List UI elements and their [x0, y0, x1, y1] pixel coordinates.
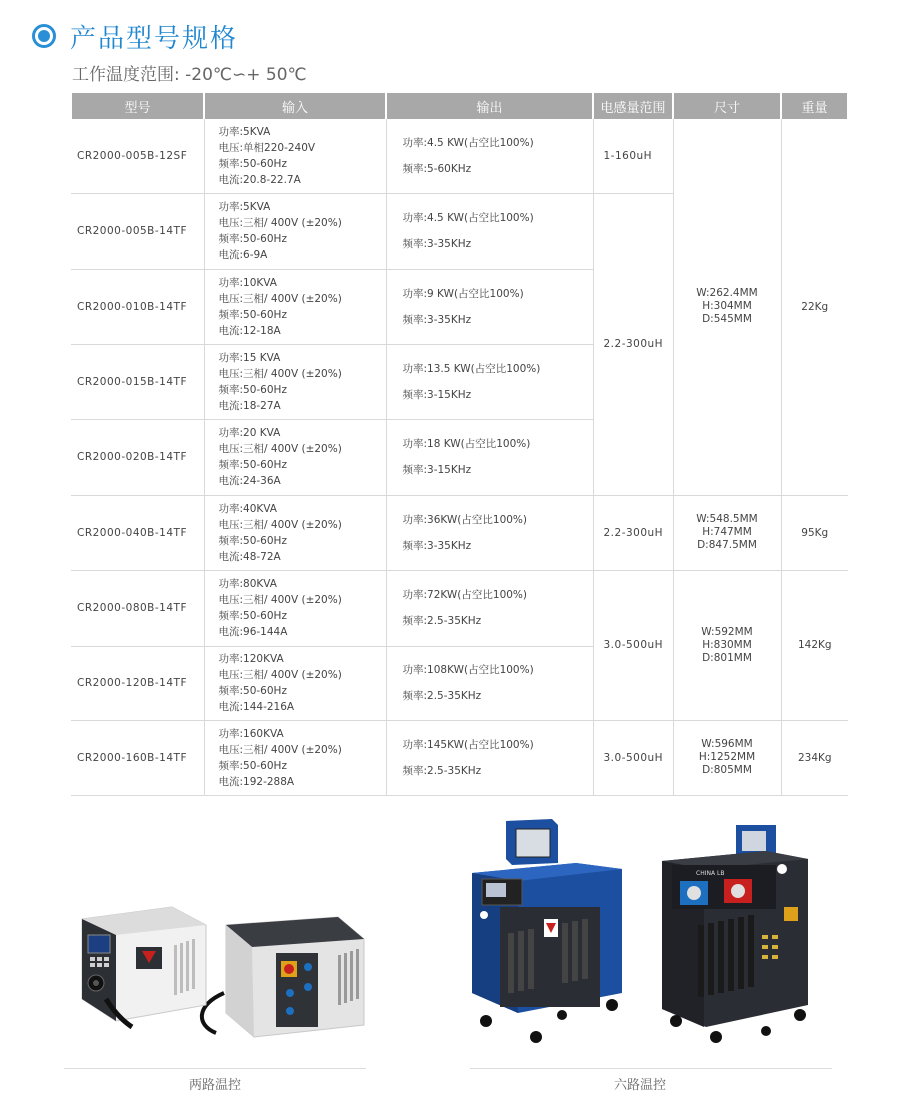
input-current: 电流:12-18A	[218, 324, 281, 337]
panel-label: CHINA LB	[696, 870, 725, 877]
size-height: H:1252MM	[698, 751, 756, 763]
input-current: 电流:144-216A	[218, 701, 295, 713]
input-frequency: 频率:50-60Hz	[218, 685, 287, 697]
header-input: 输入	[204, 93, 386, 119]
input-frequency: 频率:50-60Hz	[218, 157, 287, 170]
output-frequency: 频率:3-35KHz	[402, 539, 472, 552]
input-power: 功率:5KVA	[218, 125, 271, 138]
output-cell	[386, 720, 593, 795]
output-frequency: 频率:2.5-35KHz	[402, 615, 482, 627]
input-cell	[204, 570, 386, 646]
table-row	[71, 720, 848, 795]
output-frequency: 频率:3-15KHz	[402, 464, 472, 476]
output-power: 功率:36KW(占空比100%)	[402, 513, 528, 526]
output-power: 功率:4.5 KW(占空比100%)	[402, 212, 534, 224]
input-voltage: 电压:三相/ 400V (±20%)	[218, 217, 342, 229]
size-depth: D:805MM	[702, 764, 752, 776]
input-cell	[204, 495, 386, 570]
input-current: 电流:48-72A	[218, 550, 281, 563]
output-cell	[386, 344, 593, 419]
size-depth: D:545MM	[702, 313, 752, 326]
white-heater-unit	[82, 907, 206, 1027]
input-cell	[204, 419, 386, 495]
input-voltage: 电压:三相/ 400V (±20%)	[218, 443, 342, 455]
inductance-cell: 2.2-300uH	[593, 193, 673, 495]
input-frequency: 频率:50-60Hz	[218, 233, 287, 245]
input-power: 功率:10KVA	[218, 276, 277, 289]
input-cell	[204, 720, 386, 795]
output-frequency: 频率:2.5-35KHz	[402, 690, 482, 702]
header-inductance: 电感量范围	[593, 93, 673, 119]
inductance-cell: 3.0-500uH	[593, 720, 673, 795]
gray-heater-unit	[202, 917, 364, 1037]
output-power: 功率:13.5 KW(占空比100%)	[402, 362, 541, 375]
size-height: H:304MM	[702, 300, 752, 313]
size-width: W:548.5MM	[696, 513, 758, 525]
model-cell: CR2000-005B-14TF	[71, 193, 204, 269]
table-row	[71, 119, 848, 193]
circle-bullet-icon	[32, 24, 56, 48]
output-frequency: 频率:5-60KHz	[402, 162, 472, 175]
size-height: H:830MM	[702, 638, 752, 651]
output-power: 功率:108KW(占空比100%)	[402, 664, 534, 676]
input-voltage: 电压:三相/ 400V (±20%)	[218, 367, 342, 380]
header-model: 型号	[71, 93, 204, 119]
size-width: W:262.4MM	[696, 287, 758, 300]
size-depth: D:847.5MM	[697, 539, 757, 551]
input-current: 电流:192-288A	[218, 775, 295, 788]
size-cell	[673, 495, 781, 570]
output-power: 功率:145KW(占空比100%)	[402, 738, 534, 751]
table-row	[71, 570, 848, 646]
blue-heater-cabinet	[472, 819, 622, 1043]
output-frequency: 频率:3-35KHz	[402, 238, 472, 250]
weight-cell: 234Kg	[781, 720, 848, 795]
section-title: 产品型号规格	[70, 23, 239, 54]
temperature-range: 工作温度范围: -20℃∽+ 50℃	[72, 65, 307, 85]
two-channel-heater-photo	[76, 895, 376, 1045]
input-cell	[204, 119, 386, 193]
input-current: 电流:20.8-22.7A	[218, 173, 301, 186]
weight-cell: 142Kg	[781, 570, 848, 720]
size-depth: D:801MM	[702, 651, 752, 664]
input-power: 功率:80KVA	[218, 578, 277, 590]
input-voltage: 电压:三相/ 400V (±20%)	[218, 518, 342, 531]
size-cell	[673, 570, 781, 720]
input-cell	[204, 193, 386, 269]
header-weight: 重量	[781, 93, 848, 119]
input-cell	[204, 646, 386, 720]
left-photo-caption: 两路温控	[188, 1078, 241, 1093]
input-voltage: 电压:三相/ 400V (±20%)	[218, 292, 342, 305]
input-frequency: 频率:50-60Hz	[218, 308, 287, 321]
output-cell	[386, 119, 593, 193]
weight-cell: 22Kg	[781, 119, 848, 495]
output-cell	[386, 269, 593, 344]
size-cell	[673, 119, 781, 495]
input-voltage: 电压:三相/ 400V (±20%)	[218, 594, 342, 606]
model-cell: CR2000-020B-14TF	[71, 419, 204, 495]
input-power: 功率:5KVA	[218, 201, 271, 213]
model-cell: CR2000-005B-12SF	[71, 119, 204, 193]
input-current: 电流:6-9A	[218, 249, 268, 261]
input-power: 功率:20 KVA	[218, 427, 281, 439]
inductance-cell: 2.2-300uH	[593, 495, 673, 570]
input-power: 功率:120KVA	[218, 653, 284, 665]
size-width: W:596MM	[701, 738, 753, 750]
output-cell	[386, 495, 593, 570]
size-cell	[673, 720, 781, 795]
right-caption-divider	[470, 1068, 832, 1069]
section-header	[32, 18, 238, 54]
output-power: 功率:72KW(占空比100%)	[402, 589, 528, 601]
output-frequency: 频率:3-15KHz	[402, 388, 472, 401]
output-cell	[386, 646, 593, 720]
input-voltage: 电压:三相/ 400V (±20%)	[218, 669, 342, 681]
input-power: 功率:15 KVA	[218, 351, 281, 364]
left-caption-divider	[64, 1068, 366, 1069]
model-cell: CR2000-040B-14TF	[71, 495, 204, 570]
output-frequency: 频率:2.5-35KHz	[402, 764, 482, 777]
right-photo-caption: 六路温控	[613, 1078, 666, 1093]
header-size: 尺寸	[673, 93, 781, 119]
input-current: 电流:18-27A	[218, 399, 281, 412]
input-frequency: 频率:50-60Hz	[218, 459, 287, 471]
output-power: 功率:18 KW(占空比100%)	[402, 438, 531, 450]
output-power: 功率:4.5 KW(占空比100%)	[402, 136, 534, 149]
table-header-row	[71, 93, 848, 119]
output-cell	[386, 570, 593, 646]
output-cell	[386, 419, 593, 495]
table-row	[71, 495, 848, 570]
input-cell	[204, 344, 386, 419]
size-height: H:747MM	[702, 526, 752, 538]
input-frequency: 频率:50-60Hz	[218, 383, 287, 396]
output-frequency: 频率:3-35KHz	[402, 313, 472, 326]
output-cell	[386, 193, 593, 269]
model-cell: CR2000-160B-14TF	[71, 720, 204, 795]
model-cell: CR2000-120B-14TF	[71, 646, 204, 720]
input-power: 功率:40KVA	[218, 502, 277, 515]
input-cell	[204, 269, 386, 344]
input-frequency: 频率:50-60Hz	[218, 610, 287, 622]
six-channel-heater-photo	[466, 815, 811, 1050]
input-frequency: 频率:50-60Hz	[218, 759, 287, 772]
input-current: 电流:24-36A	[218, 475, 281, 487]
inductance-cell: 1-160uH	[593, 119, 673, 193]
input-current: 电流:96-144A	[218, 626, 288, 638]
input-frequency: 频率:50-60Hz	[218, 534, 287, 547]
header-output: 输出	[386, 93, 593, 119]
black-heater-cabinet	[662, 825, 808, 1043]
input-power: 功率:160KVA	[218, 727, 284, 740]
spec-table	[70, 93, 849, 796]
model-cell: CR2000-080B-14TF	[71, 570, 204, 646]
input-voltage: 电压:三相/ 400V (±20%)	[218, 743, 342, 756]
model-cell: CR2000-015B-14TF	[71, 344, 204, 419]
size-width: W:592MM	[701, 625, 753, 638]
inductance-cell: 3.0-500uH	[593, 570, 673, 720]
input-voltage: 电压:单相220-240V	[218, 141, 316, 154]
output-power: 功率:9 KW(占空比100%)	[402, 287, 524, 300]
model-cell: CR2000-010B-14TF	[71, 269, 204, 344]
weight-cell: 95Kg	[781, 495, 848, 570]
